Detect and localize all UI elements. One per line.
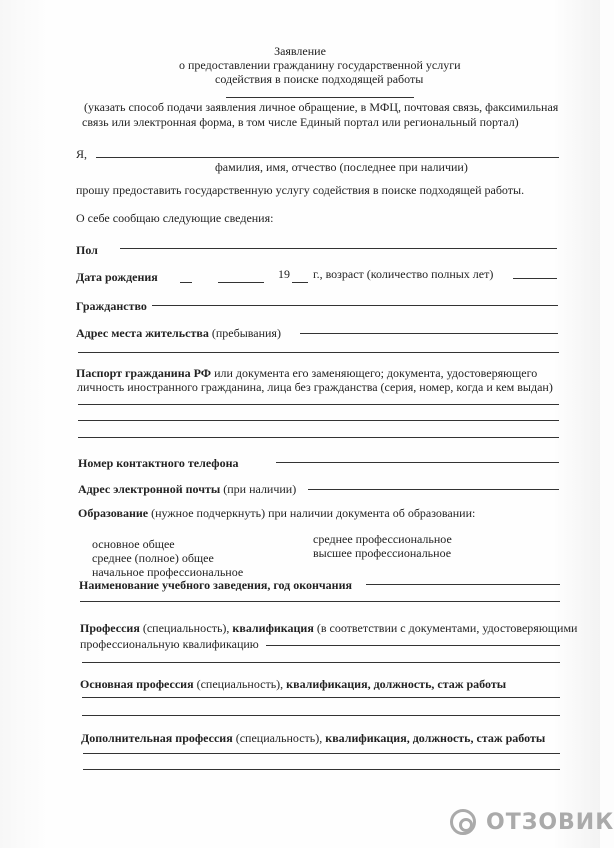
main-profession-label	[80, 677, 506, 691]
address-label-rest: (пребывания)	[211, 326, 281, 340]
address-line-1[interactable]	[300, 333, 558, 334]
otzovik-watermark	[444, 806, 614, 842]
institution-label: Наименование учебного заведения, год окончания	[79, 578, 352, 592]
address-label-bold: Адрес места жительства	[76, 326, 209, 340]
age-line[interactable]	[513, 278, 557, 279]
birth-year-line[interactable]	[292, 282, 308, 283]
additional-profession-line-1[interactable]	[83, 753, 560, 754]
passport-label-bold: Паспорт гражданина РФ	[76, 366, 212, 380]
citizenship-label: Гражданство	[76, 299, 147, 313]
phone-label: Номер контактного телефона	[78, 456, 239, 470]
otzovik-wordmark: ОТЗОВИК	[486, 810, 614, 835]
birth-month-line[interactable]	[218, 282, 264, 283]
education-label	[78, 506, 475, 520]
full-name-line[interactable]	[96, 157, 559, 158]
citizenship-line[interactable]	[152, 305, 558, 306]
main-profession-bold-2: квалификация, должность, стаж работы	[286, 677, 507, 691]
email-label-rest: (при наличии)	[223, 482, 297, 496]
education-label-bold: Образование	[78, 506, 149, 520]
birth-year-prefix: 19	[278, 267, 290, 281]
additional-profession-bold-2: квалификация, должность, стаж работы	[325, 731, 546, 745]
email-line[interactable]	[308, 489, 559, 490]
gender-label: Пол	[76, 243, 98, 257]
main-profession-line-1[interactable]	[82, 697, 560, 698]
ya-label: Я,	[76, 147, 88, 161]
edu-option-basic[interactable]: основное общее	[92, 537, 175, 551]
passport-line-3[interactable]	[78, 437, 559, 438]
address-label	[76, 326, 281, 340]
passport-label	[76, 366, 537, 380]
intro-text: О себе сообщаю следующие сведения:	[76, 211, 274, 225]
passport-line-1[interactable]	[78, 404, 559, 405]
edu-option-primary-vocational[interactable]: начальное профессиональное	[92, 565, 244, 579]
form-title: Заявление	[274, 44, 326, 58]
profession-label-rest: (в соответствии с документами, удостоверяющими	[316, 621, 578, 635]
profession-label	[80, 621, 577, 635]
otzovik-logo-icon	[450, 809, 476, 835]
passport-label-2: личность иностранного гражданина, лица без гражданства (серия, номер, когда и кем выдан)	[77, 380, 553, 394]
method-note-1: (указать способ подачи заявления личное обращение, в МФЦ, почтовая связь, факсимильная	[84, 100, 559, 114]
method-line	[226, 97, 414, 98]
passport-label-rest: или документа его заменяющего; документа, удостоверяющего	[214, 366, 538, 380]
main-profession-line-2[interactable]	[82, 715, 560, 716]
profession-label-bold-1: Профессия	[80, 621, 140, 635]
email-label	[78, 482, 296, 496]
profession-label-bold-2: квалификация	[232, 621, 314, 635]
additional-profession-line-2[interactable]	[83, 769, 560, 770]
additional-profession-mid: (специальность),	[235, 731, 323, 745]
form-subtitle-2: содействия в поиске подходящей работы	[215, 72, 424, 86]
birth-day-line[interactable]	[180, 282, 192, 283]
gender-line[interactable]	[120, 248, 557, 249]
passport-line-2[interactable]	[78, 420, 559, 421]
profession-line-1[interactable]	[266, 645, 560, 646]
birth-date-label: Дата рождения	[76, 270, 158, 284]
additional-profession-bold-1: Дополнительная профессия	[81, 731, 233, 745]
profession-label-mid: (специальность),	[142, 621, 230, 635]
institution-line-2[interactable]	[80, 601, 560, 602]
main-profession-mid: (специальность),	[196, 677, 284, 691]
email-label-bold: Адрес электронной почты	[78, 482, 221, 496]
edu-option-secondary-vocational[interactable]: среднее профессиональное	[313, 532, 452, 546]
education-label-rest: (нужное подчеркнуть) при наличии документа об образовании:	[151, 506, 476, 520]
method-note-2: связь или электронная форма, в том числе Единый портал или региональный портал)	[82, 115, 519, 129]
main-profession-bold-1: Основная профессия	[80, 677, 194, 691]
additional-profession-label	[81, 731, 545, 745]
profession-line-2[interactable]	[82, 662, 560, 663]
full-name-caption: фамилия, имя, отчество (последнее при наличии)	[215, 160, 468, 174]
age-label: г., возраст (количество полных лет)	[313, 267, 494, 281]
phone-line[interactable]	[276, 462, 559, 463]
edu-option-higher[interactable]: высшее профессиональное	[313, 546, 452, 560]
address-line-2[interactable]	[78, 352, 559, 353]
profession-label-2: профессиональную квалификацию	[80, 637, 259, 651]
form-subtitle-1: о предоставлении гражданину государственной услуги	[179, 58, 461, 72]
request-text: прошу предоставить государственную услугу содействия в поиске подходящей работы.	[76, 183, 525, 197]
institution-line-1[interactable]	[366, 584, 560, 585]
edu-option-secondary-general[interactable]: среднее (полное) общее	[92, 551, 214, 565]
